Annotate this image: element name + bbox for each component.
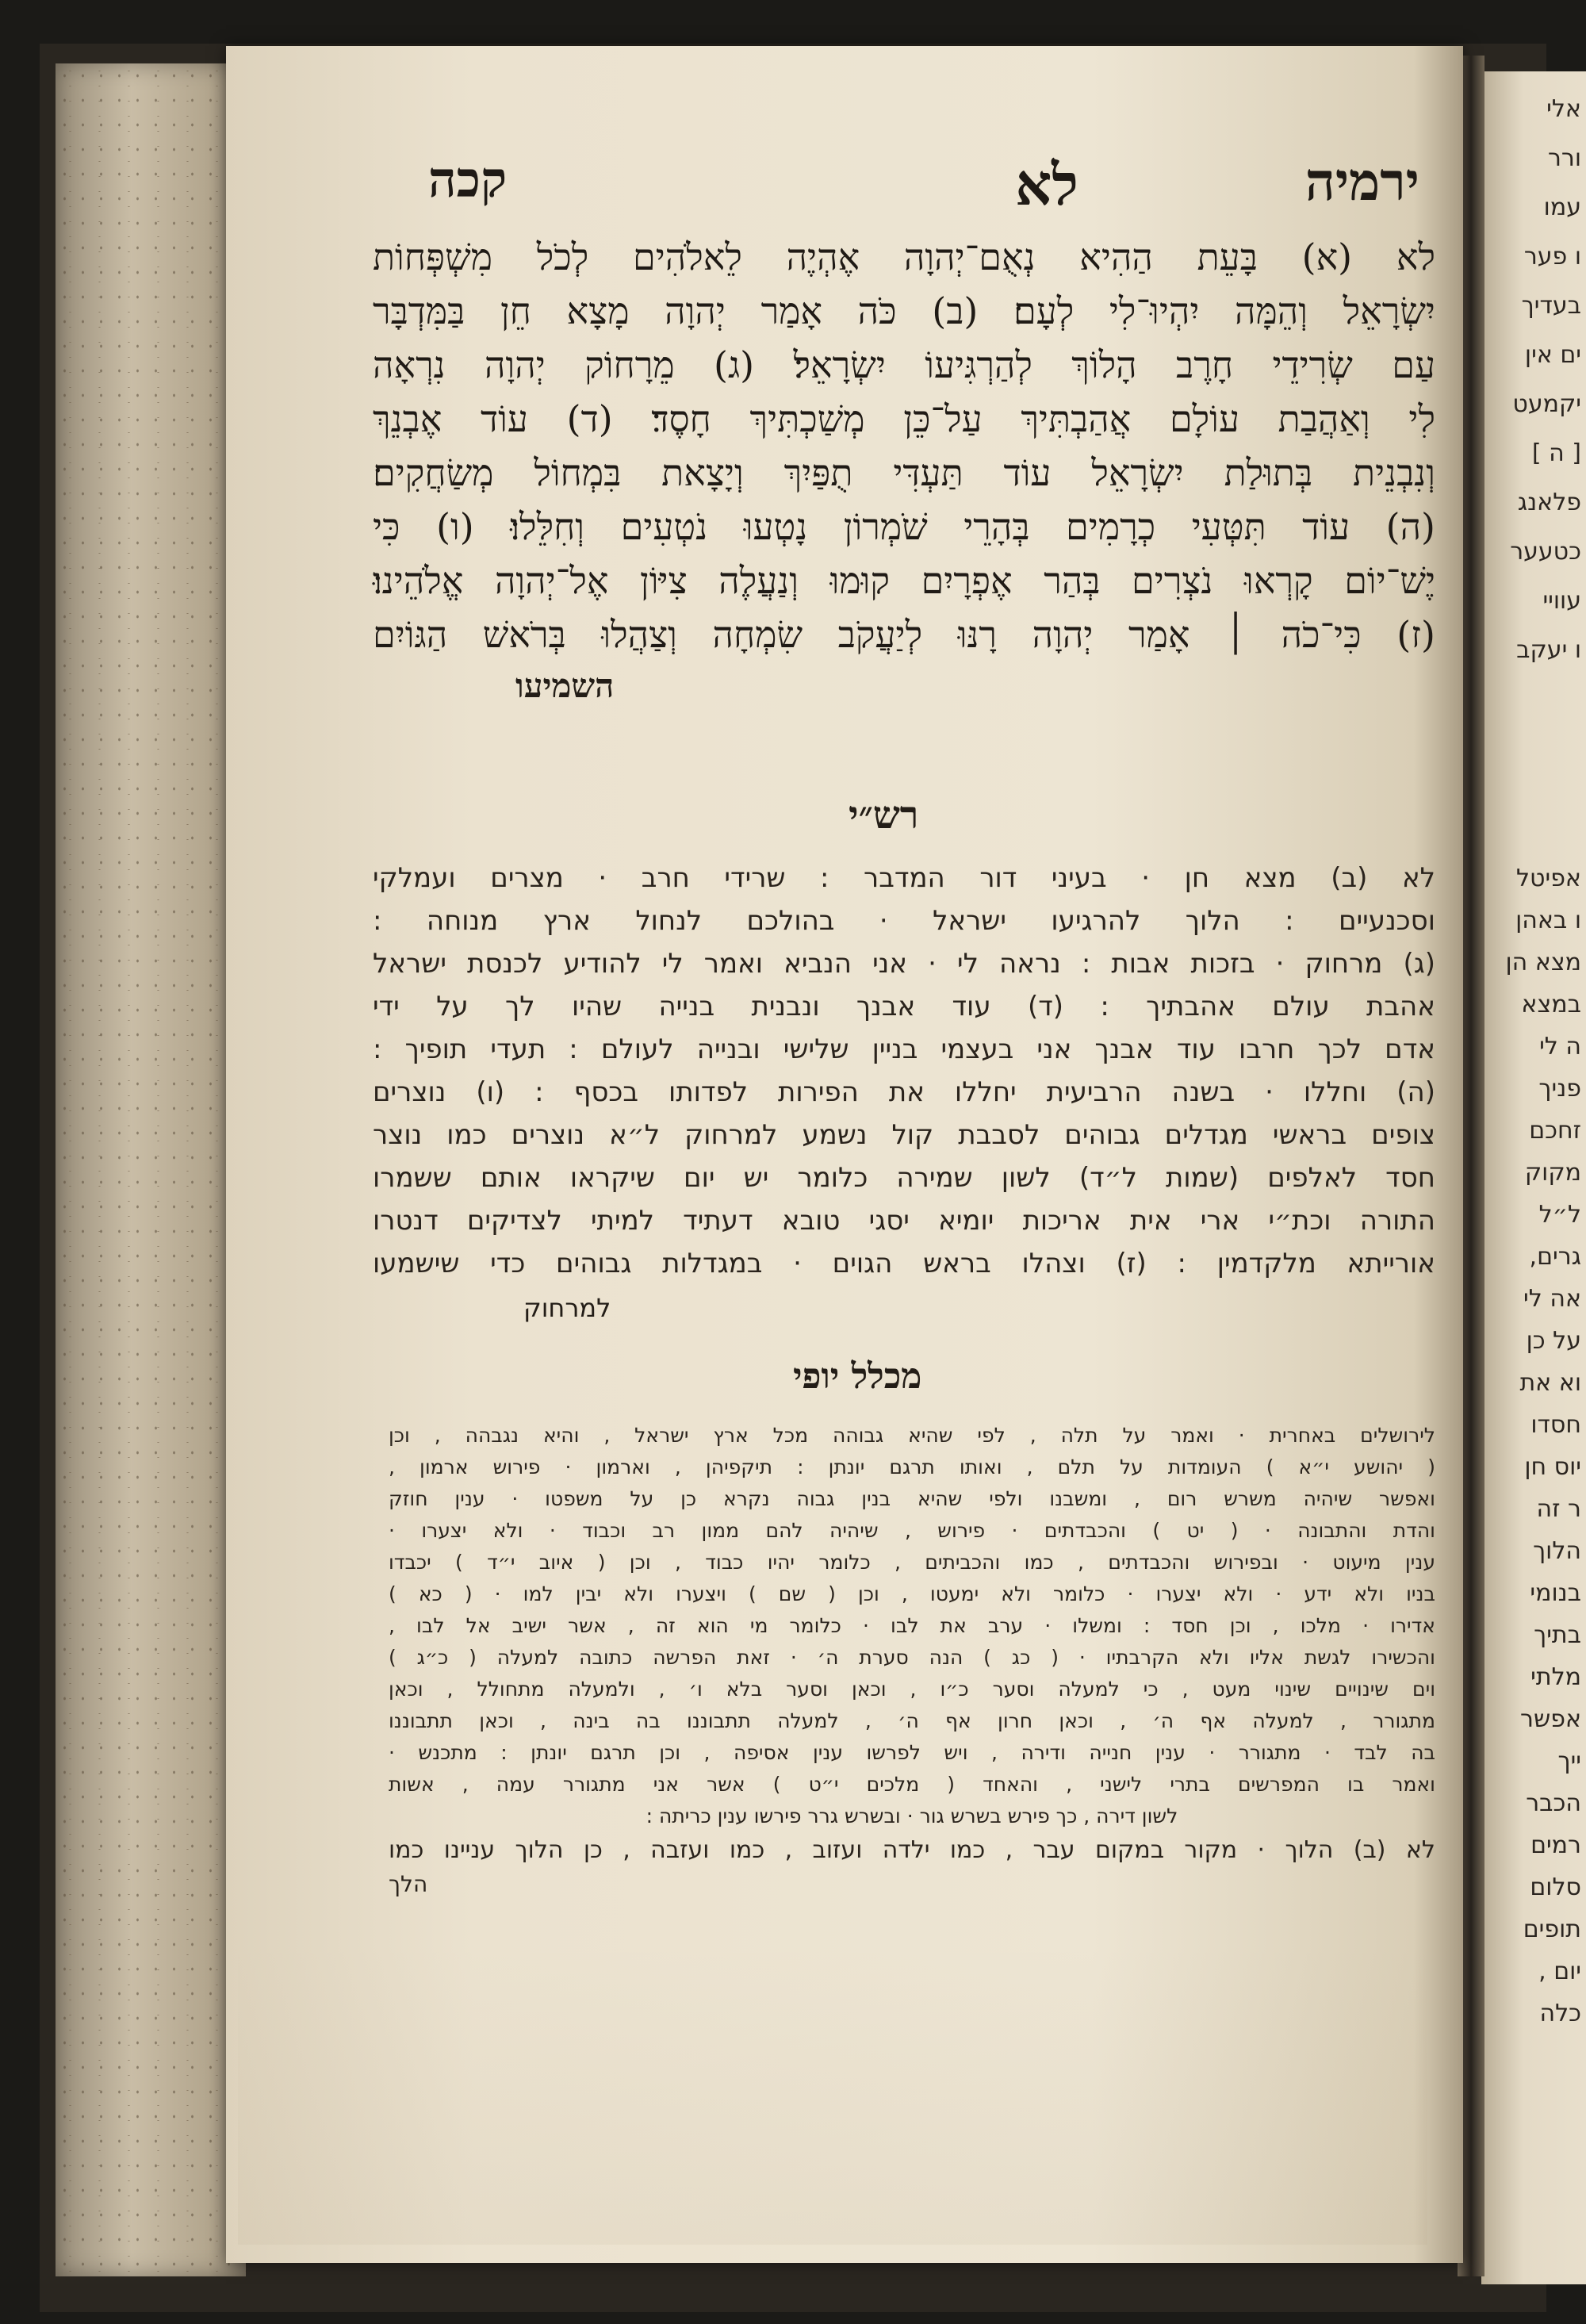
rashi-line: אורייתא מלקדמין : (ז) וצהלו בראש הגוים · במגדלות גבוהים כדי שישמעו [373,1248,1435,1279]
facing-page-fragment-line: על כן [1526,1327,1581,1355]
mikhlal-line: מתגורר , למעלה אף ה׳ , וכאן חרון אף ה׳ , למעלה תתבוננו בה בינה , וכאן תתבוננו [389,1709,1435,1732]
mikhlal-line: ( יהושע י״א ) העומדות על תלם , ואותו תרגם יונתן : תיקפיהן , וארמון · פירוש ארמון , [389,1455,1435,1478]
facing-page-fragment-line: חסדו [1530,1411,1581,1439]
facing-page-fragment-line: ים אין [1524,341,1581,369]
header-page-number: קכה [428,151,508,209]
verse-line: עַם שְׂרִידֵי חָרֶב הָלוֹךְ לְהַרְגִּיעוֹ יִשְׂרָאֵל׃ (ג) מֵרָחוֹק יְהוָה נִרְאָה [373,343,1435,386]
facing-page-fragment-line: אה לי [1523,1285,1581,1313]
facing-page-fragment-line: מקוק [1524,1159,1581,1187]
facing-page-fragment-line: עוויי [1542,587,1581,615]
facing-page-fragment-line: ו יעקב [1516,636,1581,664]
rashi-line: אדם לכך חרבו עוד אבנך אני בעצמי בניין שלישי ובנייה לעולם : תעדי תופיך : [373,1034,1435,1065]
mikhlal-line: וים שינויים שינוי מעט , כי למעלה וסער כ״ו , וכאן וסער בלא ו׳ , ולמעלה מתחולל , וכאן [389,1678,1435,1701]
verse-line: (ה) עוֹד תִּטְּעִי כְרָמִים בְּהָרֵי שֹׁמְרוֹן נָטְעוּ נֹטְעִים וְחִלֵּלוּ׃ (ו) כִּי [373,505,1435,548]
facing-page-fragment-line: כלה [1539,2000,1581,2027]
rashi-line: (ה) וחללו · בשנה הרביעית יחללו את הפירות לפדותו בכסף : (ו) נוצרים [373,1076,1435,1108]
facing-page-fragment-line: יום , [1538,1958,1581,1985]
scripture-text [373,230,1435,662]
mikhlal-line: בניו ולא ידע · ולא יצערו · כלומר ולא ימעטו , וכן ( שם ) ויצערו ולא יבין למו · ( כא ) [389,1582,1435,1605]
facing-page-fragment-line: וא את [1519,1369,1581,1397]
facing-page-fragment-line: בתיך [1534,1621,1581,1649]
facing-page-fragment-line: פלאנג [1517,489,1581,516]
facing-page-fragment-line: ו פער [1523,243,1581,270]
mikhlal-line: לשון דירה , כך פירש בשרש גור · ובשרש גרר פירשו ענין כריתה : [646,1804,1178,1827]
mikhlal-line: לירושלים באחרית · ואמר על תלה , לפי שהיא גבוהה מכל ארץ ישראל , והיא נגבהה , וכן [389,1424,1435,1447]
facing-page-fragment-line: ייך [1557,1747,1581,1775]
header-book-name: ירמיה [1304,151,1419,213]
facing-page-fragment-line: הלוך [1533,1537,1581,1565]
mikhlal-line: ענין מיעוט · ובפירוש והכבדתים , כמו והכביתים , כלומר יהיו כבוד , וכן ( איוב י״ד ) יכבדו [389,1551,1435,1574]
mikhlal-line: והכשירו לגשת אליו ולא הקרבתיו · ( כג ) הנה סערת ה׳ · זאת הפרשה כתובה למעלה ( כ״ג ) [389,1646,1435,1669]
mikhlal-line: ואפשר שיהיה משרש רום , ומשבנו ולפי שהיא בנין גבוה נקרא כן על משפטו · ענין חוזק [389,1487,1435,1510]
facing-page-fragment-line: תופים [1523,1916,1581,1943]
verse-line: יֶשׁ־יוֹם קָרְאוּ נֹצְרִים בְּהַר אֶפְרָיִם קוּמוּ וְנַעֲלֶה צִיּוֹן אֶל־יְהוָה אֱלֹהֵינוּ׃ [373,559,1435,602]
facing-page-fragment-line: עמו [1543,194,1581,221]
rashi-commentary [373,857,1435,1285]
facing-page-fragment-line: בנומי [1530,1579,1581,1607]
mikhlal-line: בה לבד · מתגורר · ענין חנייה ודירה , ויש לפרשו ענין אסיפה , וכן תרגם יונתן : מתכנש · [389,1741,1435,1764]
mikhlal-line: והדת והתבונה · ( יט ) והכבדתים · פירוש , שיהיה להם ממון רב וכבוד · ולא יצערו · [389,1519,1435,1542]
rashi-catchword: למרחוק [523,1293,611,1323]
rashi-line: לא (ב) מצא חן · בעיני דור המדבר : שרידי חרב · מצרים ועמלקי [373,862,1435,894]
facing-page-fragment-line: גרים, [1529,1243,1581,1271]
mikhlal-line: ואמר בו המפרשים בתרי לישני , והאחד ( מלכים י״ט ) אשר אני מתגורר עמה , אשות [389,1773,1435,1796]
facing-page-fragment-line: אפשר [1520,1705,1581,1733]
rashi-title: רש״י [849,793,919,838]
facing-page-fragment-line: מצא הן [1505,949,1581,976]
verse-line: יִשְׂרָאֵל וְהֵמָּה יִהְיוּ־לִי לְעָם׃ (ב) כֹּה אָמַר יְהוָה מָצָא חֵן בַּמִּדְבָּר [373,290,1435,332]
verse-catchword: השמיעו [515,666,615,705]
facing-page-fragment-line: ה לי [1539,1033,1581,1060]
facing-page-fragment-line: אלי [1546,95,1581,123]
facing-page-fragment-line: מלתי [1530,1663,1581,1691]
running-header [428,151,1419,230]
facing-page-fragment-line: זחכם [1529,1117,1581,1145]
rashi-line: אהבת עולם אהבתיך : (ד) עוד אבנך ונבנית בנייה שהיו לך על ידי [373,991,1435,1022]
rashi-line: (ג) מרחוק · בזכות אבות : נראה לי · אני הנביא ואמר לי להודיע לכנסת ישראל [373,948,1435,980]
verse-line: לִי וְאַהֲבַת עוֹלָם אֲהַבְתִּיךְ עַל־כֵּן מְשַׁכְתִּיךְ חָסֶד׃ (ד) עוֹד אֶבְנֵךְ [373,397,1435,440]
facing-page-fragment-line: הכבר [1526,1789,1581,1817]
facing-page-fragment-line: פניך [1538,1075,1581,1103]
verse-line: לא (א) בָּעֵת הַהִיא נְאֻם־יְהוָה אֶהְיֶה לֵאלֹהִים לְכֹל מִשְׁפְּחוֹת [373,236,1435,278]
rashi-line: צופים בראשי מגדלים גבוהים לסבבת קול נשמע למרחוק ל״א נוצרים כמו נוצר [373,1119,1435,1151]
facing-page-fragment-line: ו באהן [1515,907,1581,934]
facing-page-fragment-line: רמים [1530,1831,1581,1859]
facing-page-fragment-line: יוס חן [1524,1453,1581,1481]
facing-page-fragment-line: ל״ל [1538,1201,1581,1229]
facing-page-fragment-line: ר זה [1536,1495,1581,1523]
mikhlal-title: מכלל יופי [793,1356,922,1397]
facing-page-fragment-line: אפיטל [1515,865,1581,892]
foxing-spots [56,63,246,2276]
mikhlal-yofi-commentary [389,1420,1435,1900]
mikhlal-line: אדירו · מלכו , וכן חסד : ומשלו · ערב את לבו · כלומר מי הוא זה , אשר ישיב אל לבו , [389,1614,1435,1637]
facing-page-fragment-line: במצא [1521,991,1581,1018]
facing-page-fragment-line: ורר [1547,144,1581,172]
mikhlal-line: הלך [389,1871,428,1897]
facing-page-fragment-line: סלום [1530,1873,1581,1901]
page-bottom-margin [238,1943,1427,2245]
facing-page-fragment-line: כטעער [1510,538,1581,566]
page-stack-edge [56,63,246,2276]
rashi-line: חסד לאלפים (שמות ל״ד) לשון שמירה כלומר יש יום שיקראו אותם ששמרו [373,1162,1435,1194]
facing-page-fragment-line: [ ה ] [1531,439,1581,467]
facing-page-fragment-line: יקמעט [1512,390,1581,418]
verse-line: וְנִבְנֵית בְּתוּלַת יִשְׂרָאֵל עוֹד תַּעְדִּי תֻפַּיִךְ וְיָצָאת בִּמְחוֹל מְשַׂחֲקִים׃ [373,451,1435,494]
verse-line: (ז) כִּי־כֹה ׀ אָמַר יְהוָה רָנּוּ לְיַעֲקֹב שִׂמְחָה וְצַהֲלוּ בְּרֹאשׁ הַגּוֹיִם [373,613,1435,656]
header-chapter: לא [1015,151,1078,218]
mikhlal-line: לא (ב) הלוך · מקור במקום עבר , כמו ילדה ועזוב , כמו ועזבה , כן הלוך עניינו כמו [389,1836,1435,1864]
facing-page-fragment-line: בעדיך [1521,292,1581,320]
facing-page-fragment [1481,71,1586,2284]
rashi-line: התורה וכת״י ארי אית אריכות יומיא יסגי טובא דעתיד למיתי לצדיקים דנטרו [373,1205,1435,1237]
rashi-line: וסכנעיים : הלוך להרגיעו ישראל · בהולכם לנחול ארץ מנוחה : [373,905,1435,937]
